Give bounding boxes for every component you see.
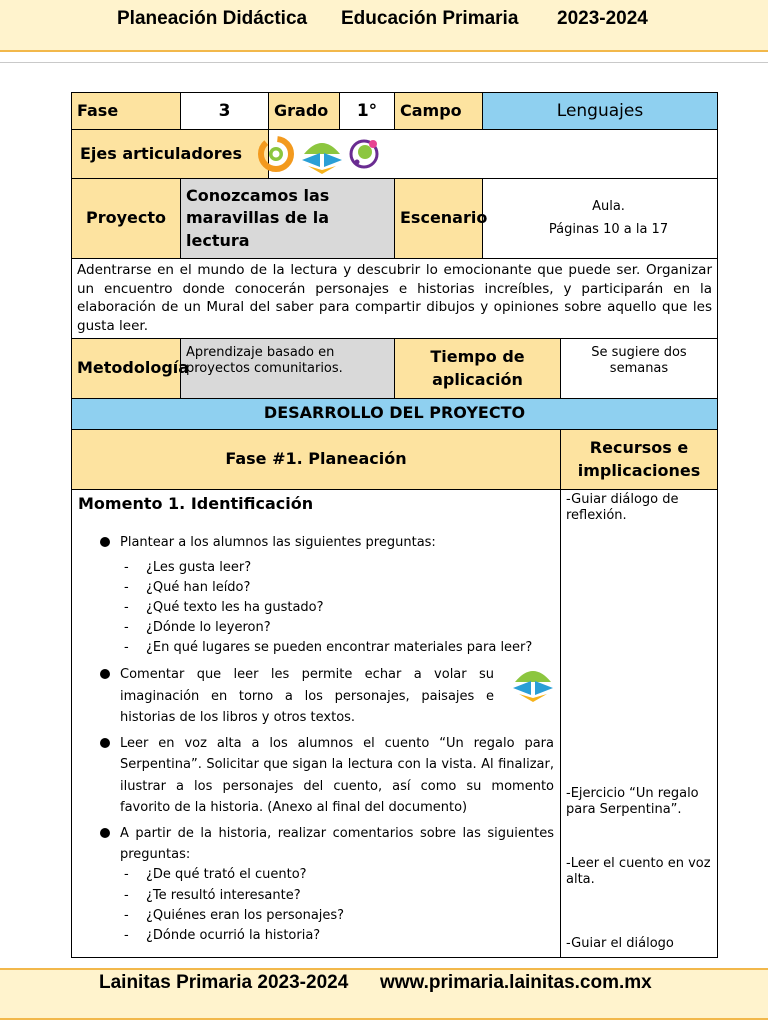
footer-url[interactable]: www.primaria.lainitas.com.mx — [380, 972, 652, 993]
reading-icon — [508, 662, 558, 702]
bullet-text: Plantear a los alumnos las siguientes preguntas: — [120, 535, 436, 551]
tiempo-value: Se sugiere dos semanas — [561, 338, 718, 398]
recurso-4: -Guiar el diálogo — [566, 935, 674, 951]
list-item: - ¿Qué texto les ha gustado? — [124, 600, 324, 616]
list-item: - ¿Quiénes eran los personajes? — [124, 907, 345, 923]
descripcion: Adentrarse en el mundo de la lectura y descubrir lo emocionante que puede ser. Organizar un encuentro donde conocerán personajes e historias increíbles, y participarán en la elaboración de un Mural del saber para compartir dibujos y opiniones sobre aquello que les gusta leer. — [72, 259, 718, 339]
question-list-2 — [78, 865, 554, 946]
inclusion-icon — [256, 134, 296, 174]
tiempo-label: Tiempo de aplicación — [395, 338, 561, 398]
list-item: - ¿De qué trató el cuento? — [124, 867, 307, 883]
proyecto-value: Conozcamos las maravillas de la lectura — [181, 179, 395, 259]
ejes-label: Ejes articuladores — [80, 143, 243, 163]
footer-site-name: Lainitas Primaria 2023-2024 — [99, 972, 349, 993]
list-item — [78, 823, 554, 866]
campo-label: Campo — [395, 93, 483, 130]
list-item — [78, 532, 554, 553]
divider — [0, 62, 768, 63]
escenario-line2: Páginas 10 a la 17 — [548, 221, 669, 237]
proyecto-label: Proyecto — [72, 179, 181, 259]
escenario-label: Escenario — [395, 179, 483, 259]
bullet-icon — [100, 738, 110, 748]
recursos-cell — [561, 489, 718, 957]
recurso-3: -Leer el cuento en voz alta. — [566, 855, 711, 888]
list-item: - ¿Dónde ocurrió la historia? — [124, 927, 321, 943]
ejes-icons — [256, 134, 384, 174]
planning-table — [71, 92, 718, 958]
list-item: - ¿Qué han leído? — [124, 579, 251, 595]
ejes-icons-cell — [269, 130, 718, 179]
metodologia-value: Aprendizaje basado en proyectos comunitarios. — [181, 338, 395, 398]
list-item — [78, 664, 554, 728]
bullet-icon — [100, 669, 110, 679]
ejes-cell — [72, 130, 269, 179]
list-item: - ¿Dónde lo leyeron? — [124, 620, 271, 636]
list-item: - ¿Te resultó interesante? — [124, 887, 301, 903]
footer-banner — [0, 968, 768, 1020]
metodologia-label: Metodología — [72, 338, 181, 398]
header-level: Educación Primaria — [341, 8, 519, 29]
header-year: 2023-2024 — [557, 8, 648, 29]
recurso-2: -Ejercicio “Un regalo para Serpentina”. — [566, 785, 699, 818]
header-banner — [0, 0, 768, 52]
momento-title: Momento 1. Identificación — [78, 493, 314, 513]
list-item: - ¿Les gusta leer? — [124, 559, 252, 575]
bullet-icon — [100, 537, 110, 547]
escenario-cell — [483, 179, 718, 259]
fase-value: 3 — [181, 93, 269, 130]
bullet-text: A partir de la historia, realizar comentarios sobre las siguientes preguntas: — [120, 825, 554, 862]
campo-value: Lenguajes — [483, 93, 718, 130]
fase-label: Fase — [72, 93, 181, 130]
list-item: - ¿En qué lugares se pueden encontrar materiales para leer? — [124, 640, 533, 656]
header-title: Planeación Didáctica — [117, 8, 308, 29]
recurso-1: -Guiar diálogo de reflexión. — [566, 491, 679, 524]
bullet-text: Comentar que leer les permite echar a volar su imaginación en torno a los personajes, paisajes e historias de los libros y otros textos. — [120, 667, 494, 726]
bullet-text: Leer en voz alta a los alumnos el cuento “Un regalo para Serpentina”. Solicitar que sigan la lectura con la vista. Al finalizar, ilustrar a los personajes del cuento, así como su momento favorito de la historia. (Anexo al final del documento) — [120, 735, 554, 816]
desarrollo-title: DESARROLLO DEL PROYECTO — [72, 398, 718, 429]
momento-content — [72, 489, 561, 957]
grado-label: Grado — [269, 93, 340, 130]
escenario-line1: Aula. — [592, 198, 625, 214]
bullet-icon — [100, 828, 110, 838]
grado-value: 1° — [340, 93, 395, 130]
reading-icon — [300, 134, 344, 174]
arts-icon — [348, 134, 384, 174]
recursos-title: Recursos e implicaciones — [561, 429, 718, 489]
fase-planeacion-title: Fase #1. Planeación — [72, 429, 561, 489]
question-list-1 — [78, 558, 554, 659]
list-item — [78, 733, 554, 819]
